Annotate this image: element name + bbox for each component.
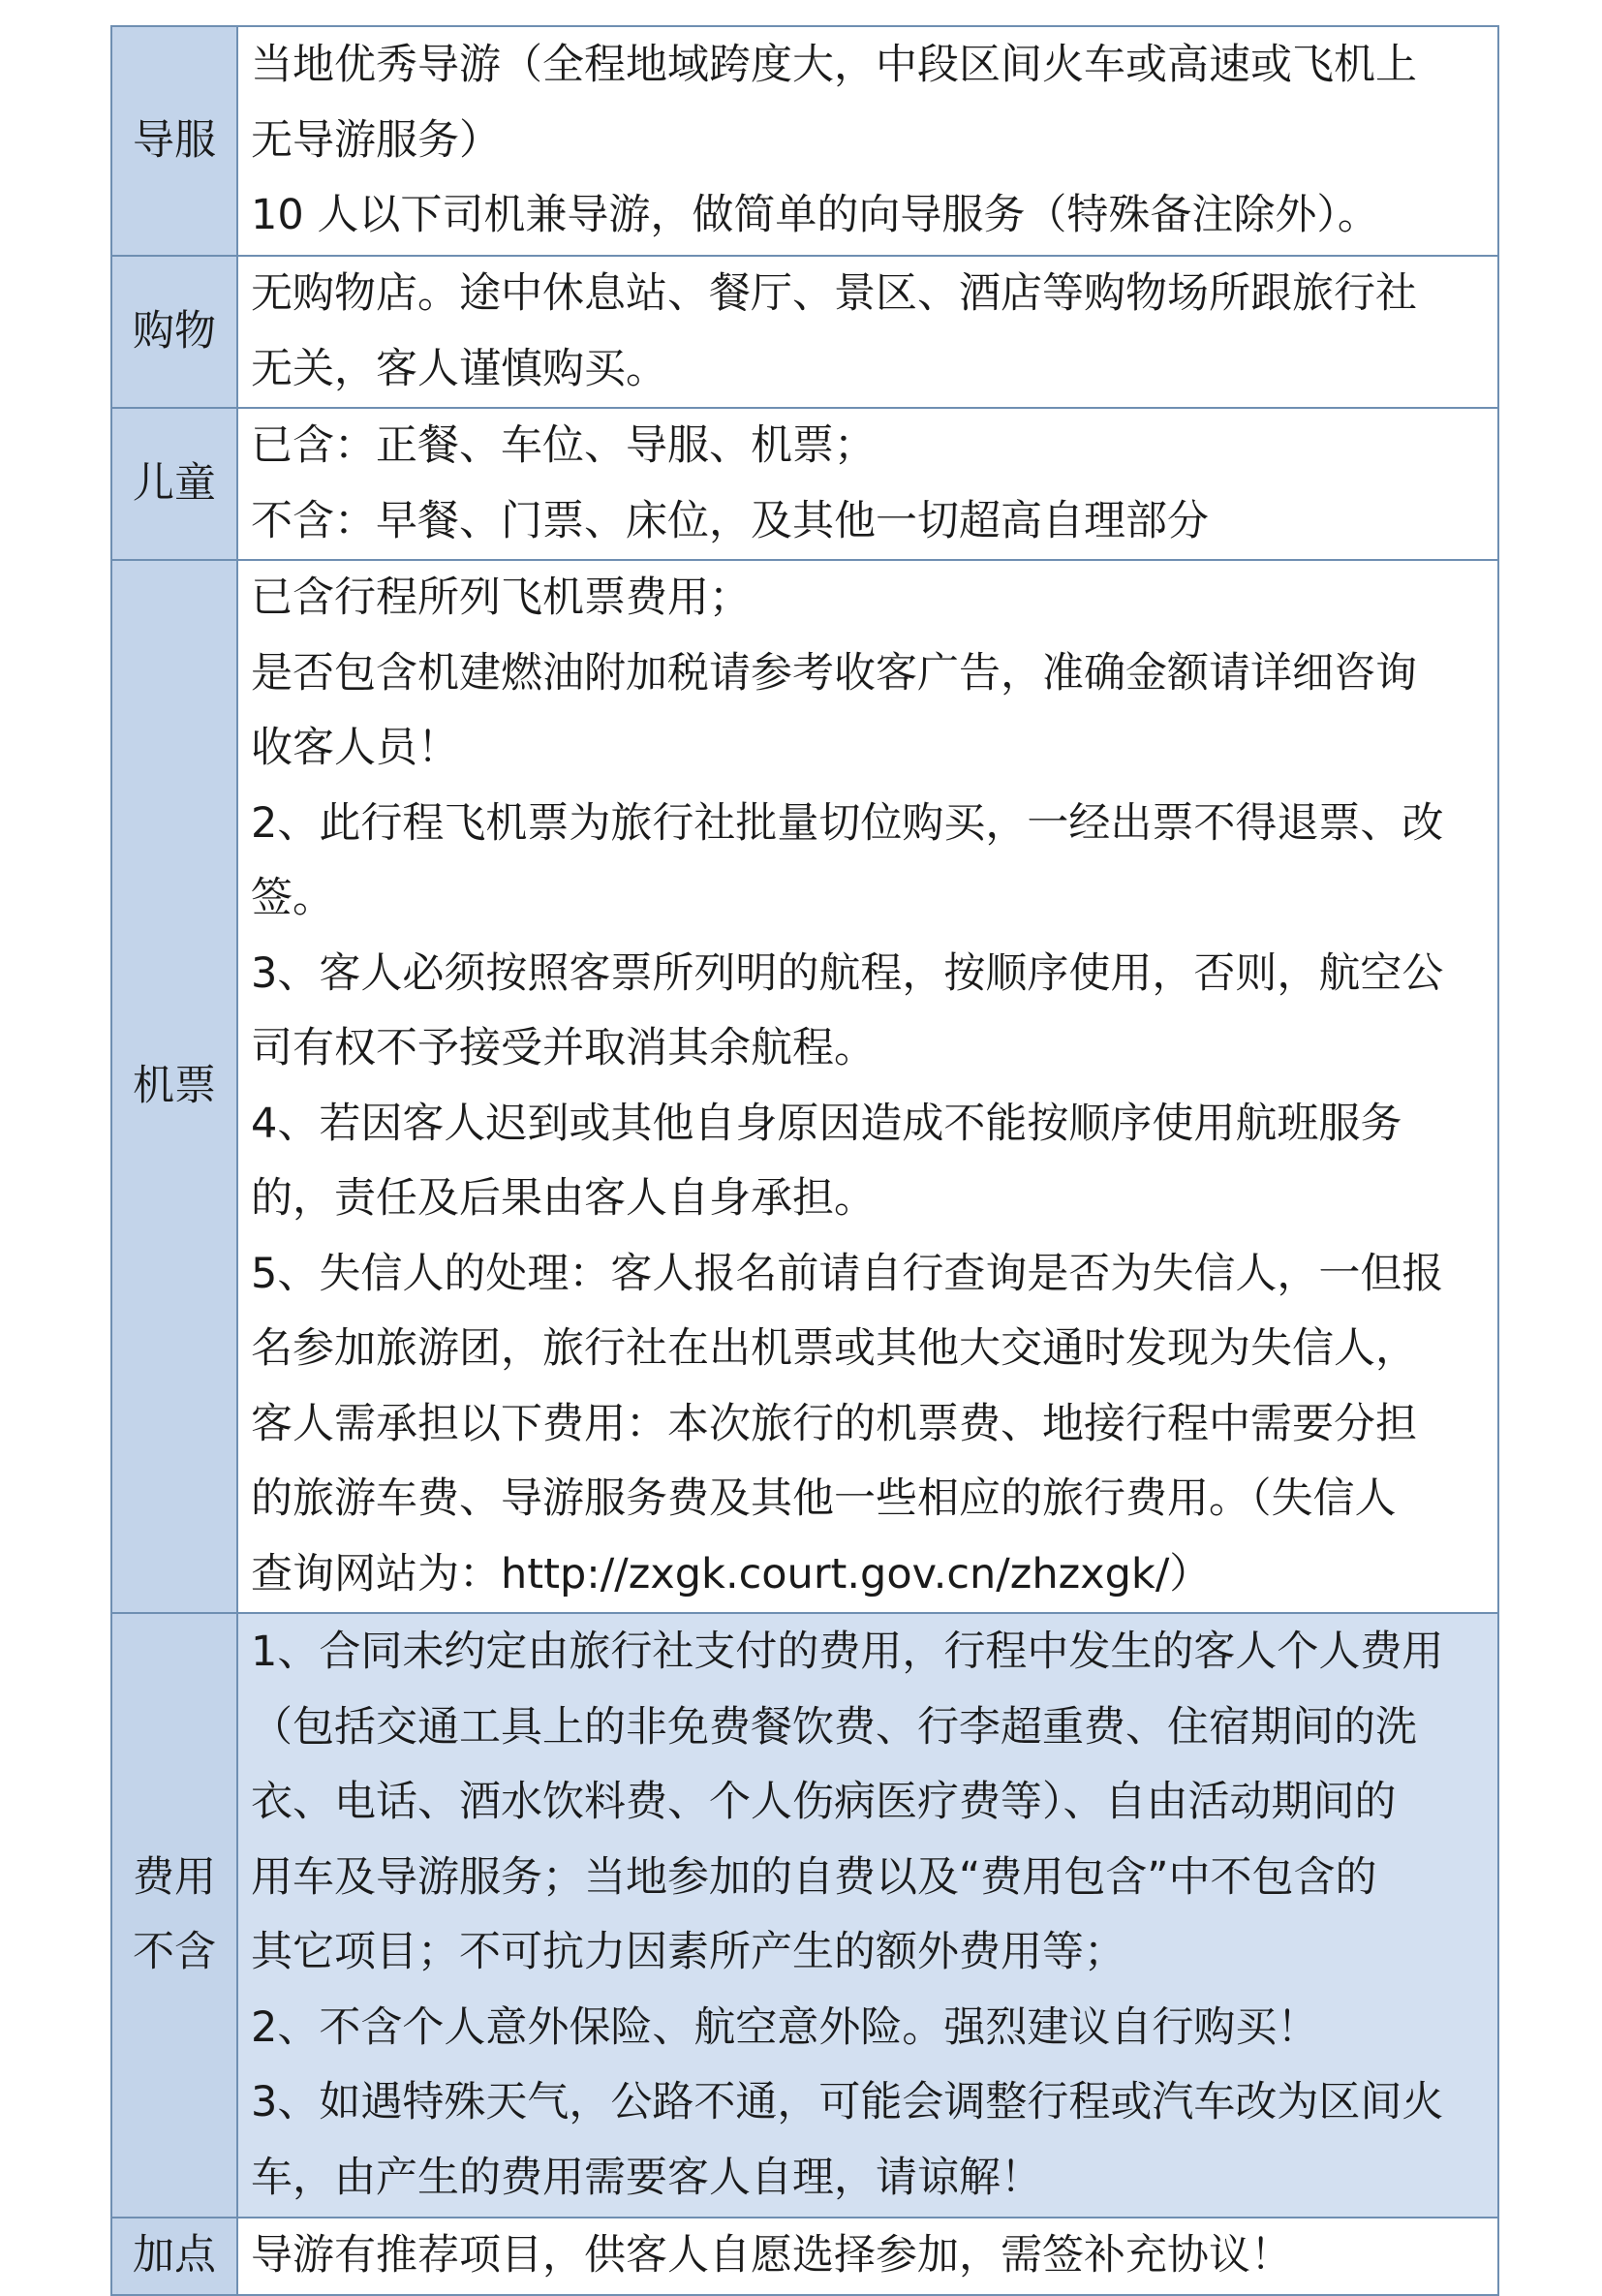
- content-line: 车，由产生的费用需要客人自理，请谅解！: [251, 2153, 1042, 2202]
- content-line: 5、失信人的处理：客人报名前请自行查询是否为失信人，一但报: [251, 1249, 1444, 1298]
- row-content-cell: [237, 2218, 1498, 2295]
- content-line: 导游有推荐项目，供客人自愿选择参加，需签补充协议！: [251, 2231, 1292, 2280]
- row-content-cell: [237, 408, 1498, 560]
- content-line: 衣、电话、酒水饮料费、个人伤病医疗费等）、自由活动期间的: [251, 1778, 1397, 1826]
- content-line: 10 人以下司机兼导游，做简单的向导服务（特殊备注除外）。: [251, 191, 1379, 240]
- row-label-cell: [111, 560, 237, 1613]
- table-row: [111, 26, 1498, 256]
- table-row: [111, 408, 1498, 560]
- content-line: 的，责任及后果由客人自身承担。: [251, 1174, 876, 1223]
- row-label-cell: [111, 1613, 237, 2218]
- row-label: 不含: [133, 1928, 216, 1976]
- row-label: 费用: [133, 1852, 216, 1902]
- row-label: 购物: [133, 306, 216, 356]
- content-line: 无购物店。途中休息站、餐厅、景区、酒店等购物场所跟旅行社: [251, 269, 1417, 318]
- content-line: 无关，客人谨慎购买。: [251, 344, 667, 393]
- row-label-cell: [111, 2218, 237, 2295]
- content-line: 司有权不予接受并取消其余航程。: [251, 1024, 876, 1072]
- content-line: 无导游服务）: [251, 115, 501, 165]
- info-table: [110, 25, 1499, 2296]
- content-line: 1、合同未约定由旅行社支付的费用，行程中发生的客人个人费用: [251, 1628, 1444, 1676]
- content-line: 其它项目；不可抗力因素所产生的额外费用等；: [251, 1928, 1125, 1976]
- content-line: 已含：正餐、车位、导服、机票；: [251, 421, 876, 470]
- content-line: 4、若因客人迟到或其他自身原因造成不能按顺序使用航班服务: [251, 1099, 1402, 1148]
- row-content-cell: [237, 1613, 1498, 2218]
- content-line: 名参加旅游团，旅行社在出机票或其他大交通时发现为失信人，: [251, 1324, 1417, 1373]
- content-line: 3、客人必须按照客票所列明的航程，按顺序使用，否则，航空公: [251, 948, 1444, 998]
- row-label-cell: [111, 256, 237, 408]
- content-line: 查询网站为：http://zxgk.court.gov.cn/zhzxgk/）: [251, 1549, 1212, 1598]
- row-content-cell: [237, 26, 1498, 256]
- row-label: 机票: [133, 1061, 216, 1110]
- table-row: [111, 256, 1498, 408]
- row-label: 儿童: [133, 458, 216, 508]
- content-line: （包括交通工具上的非免费餐饮费、行李超重费、住宿期间的洗: [251, 1702, 1417, 1752]
- content-line: 已含行程所列飞机票费用；: [251, 574, 751, 622]
- row-label: 导服: [133, 115, 216, 165]
- content-line: 签。: [251, 874, 334, 922]
- row-content-cell: [237, 560, 1498, 1613]
- content-line: 收客人员！: [251, 724, 459, 772]
- content-line: 的旅游车费、导游服务费及其他一些相应的旅行费用。（失信人: [251, 1474, 1397, 1523]
- row-label: 加点: [133, 2231, 216, 2280]
- content-line: 不含：早餐、门票、床位，及其他一切超高自理部分: [251, 496, 1209, 545]
- content-line: 用车及导游服务；当地参加的自费以及“费用包含”中不包含的: [251, 1852, 1377, 1902]
- row-label-cell: [111, 408, 237, 560]
- content-line: 客人需承担以下费用：本次旅行的机票费、地接行程中需要分担: [251, 1399, 1417, 1448]
- content-line: 当地优秀导游（全程地域跨度大，中段区间火车或高速或飞机上: [251, 41, 1417, 90]
- content-line: 3、如遇特殊天气，公路不通，可能会调整行程或汽车改为区间火: [251, 2078, 1444, 2126]
- table-row: [111, 560, 1498, 1613]
- row-content-cell: [237, 256, 1498, 408]
- content-line: 2、此行程飞机票为旅行社批量切位购买，一经出票不得退票、改: [251, 798, 1444, 848]
- content-line: 2、不含个人意外保险、航空意外险。强烈建议自行购买！: [251, 2002, 1319, 2052]
- table-row: [111, 2218, 1498, 2295]
- table-row: [111, 1613, 1498, 2218]
- row-label-cell: [111, 26, 237, 256]
- content-line: 是否包含机建燃油附加税请参考收客广告，准确金额请详细咨询: [251, 648, 1417, 698]
